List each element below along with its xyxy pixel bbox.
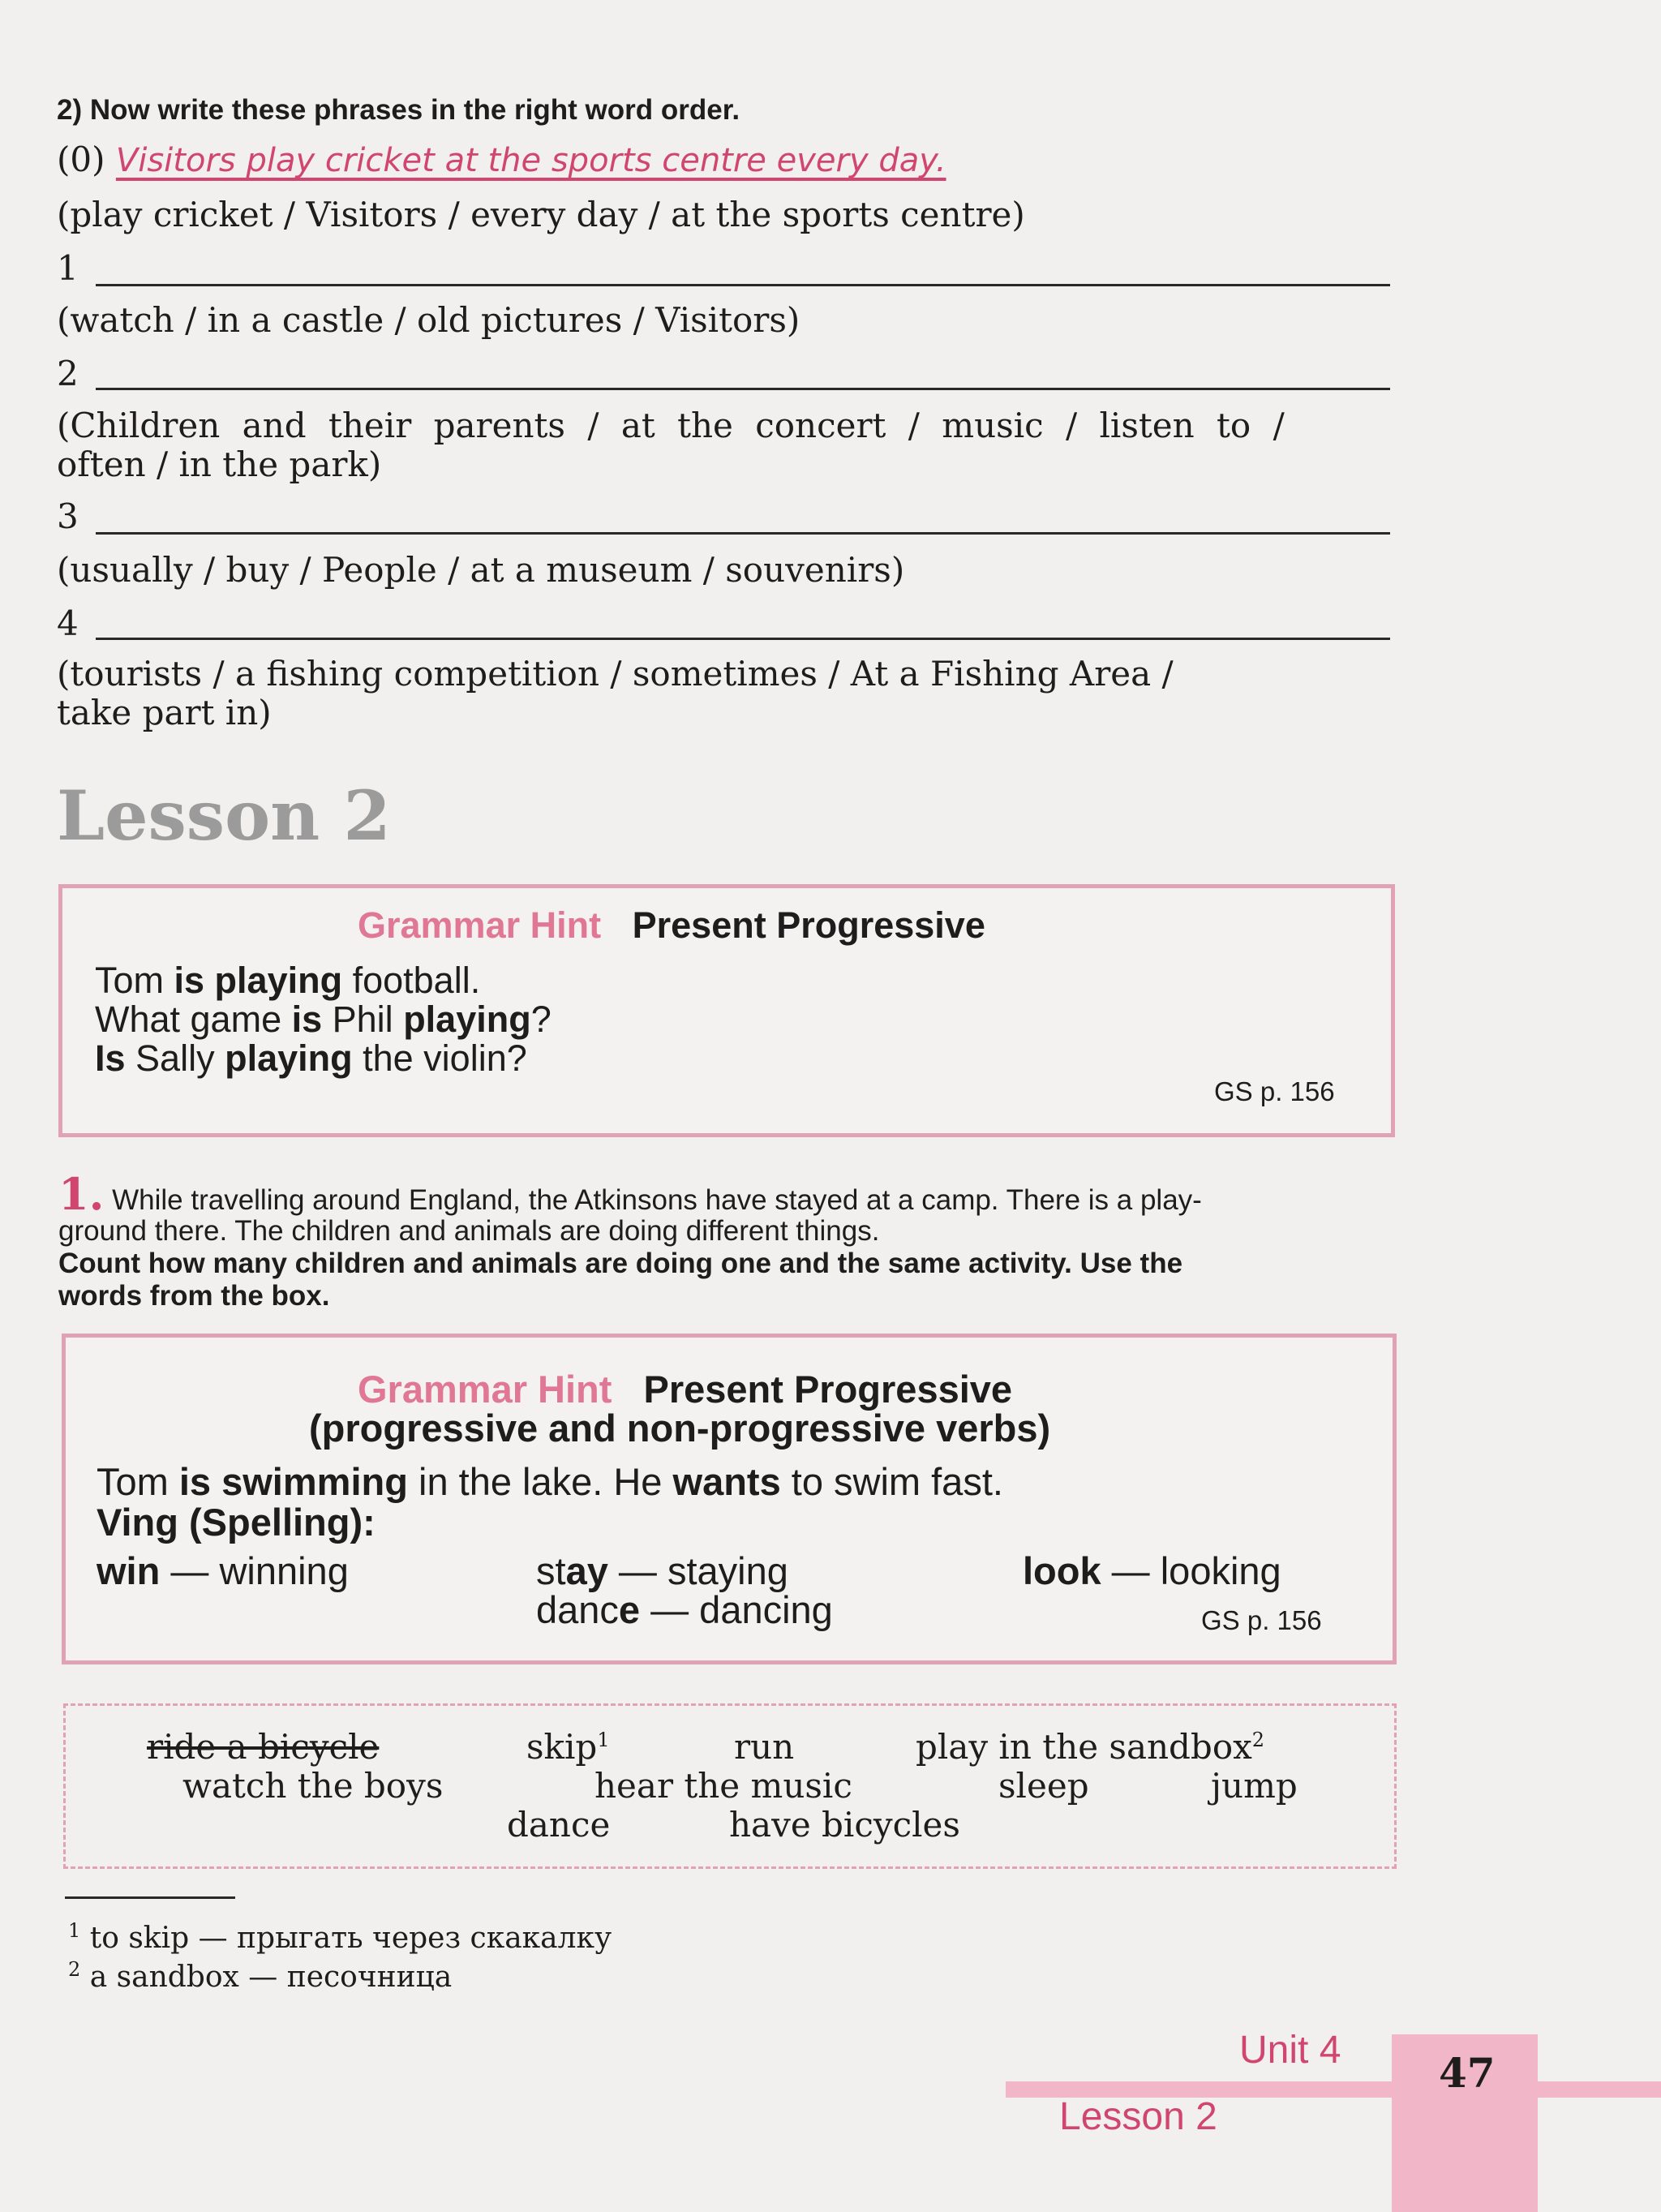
grammar-reference: GS p. 156 [1201,1605,1322,1635]
spelling-dance [536,1587,833,1632]
task-instruction-line2: words from the box. [58,1280,330,1312]
word-have-bicycles: have bicycles [729,1805,960,1845]
hint-heading [358,1367,1012,1411]
answer-line-2[interactable] [96,388,1390,390]
text-bold: Is [95,1037,126,1079]
spelling-stay [536,1548,788,1593]
grammar-reference: GS p. 156 [1214,1076,1335,1106]
hint-example-3 [95,1037,527,1080]
text-bold: playing [403,999,531,1040]
answer-line-4[interactable] [96,638,1390,640]
example-answer: Visitors play cricket at the sports centre every day. [115,142,946,179]
footnote-mark: 2 [68,1958,81,1981]
answer-line-3[interactable] [96,532,1390,535]
word-jump: jump [1211,1766,1298,1806]
lesson-title: Lesson 2 [57,775,391,856]
task-text-line1: While travelling around England, the Atkinsons have stayed at a camp. There is a play- [112,1184,1202,1216]
text: danc [536,1588,619,1631]
prompt-2: (watch / in a castle / old pictures / Visitors) [57,300,800,340]
grammar-hint-box-2 [62,1334,1397,1664]
prompt-5-line1: (tourists / a fishing competition / sometimes / At a Fishing Area / [57,654,1174,694]
exercise-instruction: 2) Now write these phrases in the right word order. [57,94,740,126]
text: Tom [95,960,174,1001]
word-ride-a-bicycle: ride a bicycle [147,1727,380,1767]
text: Phil [322,999,404,1040]
grammar-hint-box-1 [58,884,1395,1137]
text: ? [530,999,552,1040]
text: football. [342,960,481,1001]
prompt-3-line1: (Children and their parents / at the concert / music / listen to / [57,406,1285,445]
page-number: 47 [1439,2049,1496,2097]
word-hear-the-music: hear the music [594,1766,852,1806]
word-skip [526,1727,610,1767]
text: play in the sandbox [916,1727,1252,1767]
text: Tom [97,1460,179,1503]
text-bold: look [1023,1549,1101,1592]
text-bold: is swimming [178,1460,408,1503]
footer-lesson: Lesson 2 [1059,2095,1217,2138]
hint-example-1 [95,960,480,1002]
footnote-1 [68,1919,612,1955]
prompt-1: (play cricket / Visitors / every day / at the sports centre) [57,195,1025,234]
spelling-heading: Ving (Spelling): [97,1501,376,1544]
word-watch-the-boys: watch the boys [182,1766,444,1806]
text: st [536,1549,566,1592]
text-bold: playing [225,1037,353,1079]
footer-unit: Unit 4 [1239,2029,1341,2072]
word-play-in-the-sandbox [916,1727,1264,1767]
example-row [57,140,946,179]
spelling-look [1023,1548,1281,1593]
footnote-mark: 2 [1251,1729,1265,1751]
text-bold: wants [672,1460,781,1503]
answer-number-2: 2 [57,354,79,393]
text: What game [95,999,292,1040]
answer-number-3: 3 [57,496,79,536]
hint-subtitle: (progressive and non-progressive verbs) [309,1407,1051,1450]
text-bold: is [291,999,323,1040]
hint-label: Grammar Hint [358,904,602,946]
spelling-win [97,1548,349,1593]
footnote-mark: 1 [68,1919,81,1942]
text: to swim fast. [780,1460,1003,1503]
text: — looking [1101,1549,1281,1592]
hint-label: Grammar Hint [358,1368,612,1411]
word-dance: dance [507,1805,611,1845]
example-number: (0) [57,140,105,179]
text: Sally [125,1037,225,1079]
word-box [63,1703,1397,1869]
text-bold: is playing [174,960,343,1001]
prompt-5-line2: take part in) [57,693,272,732]
text: — winning [160,1549,349,1592]
text: to skip — прыгать через скакалку [89,1922,612,1955]
answer-number-1: 1 [57,248,79,288]
hint-example-2 [95,999,552,1041]
footnote-2 [68,1958,452,1994]
prompt-4: (usually / buy / People / at a museum / souvenirs) [57,550,905,590]
footnote-divider [65,1896,235,1899]
text: skip [526,1727,598,1767]
text: — dancing [640,1588,833,1631]
hint-example [97,1459,1003,1504]
task-text-line2: ground there. The children and animals are doing different things. [58,1215,880,1247]
text: the violin? [352,1037,527,1079]
hint-heading [358,904,985,947]
text-bold: e [618,1588,641,1631]
word-run: run [734,1727,795,1767]
text-bold: ay [565,1549,608,1592]
answer-line-1[interactable] [96,284,1390,286]
text-bold: win [97,1549,161,1592]
text: — staying [607,1549,788,1592]
answer-number-4: 4 [57,603,79,643]
footnote-mark: 1 [597,1729,610,1751]
task-number: 1. [58,1168,105,1220]
task-instruction-line1: Count how many children and animals are doing one and the same activity. Use the [58,1248,1183,1279]
text: a sandbox — песочница [89,1961,453,1994]
prompt-3-line2: often / in the park) [57,445,382,484]
task-1-text [58,1168,1397,1220]
hint-title: Present Progressive [643,1368,1013,1411]
hint-title: Present Progressive [632,904,985,946]
word-sleep: sleep [998,1766,1089,1806]
text: in the lake. He [407,1460,673,1503]
